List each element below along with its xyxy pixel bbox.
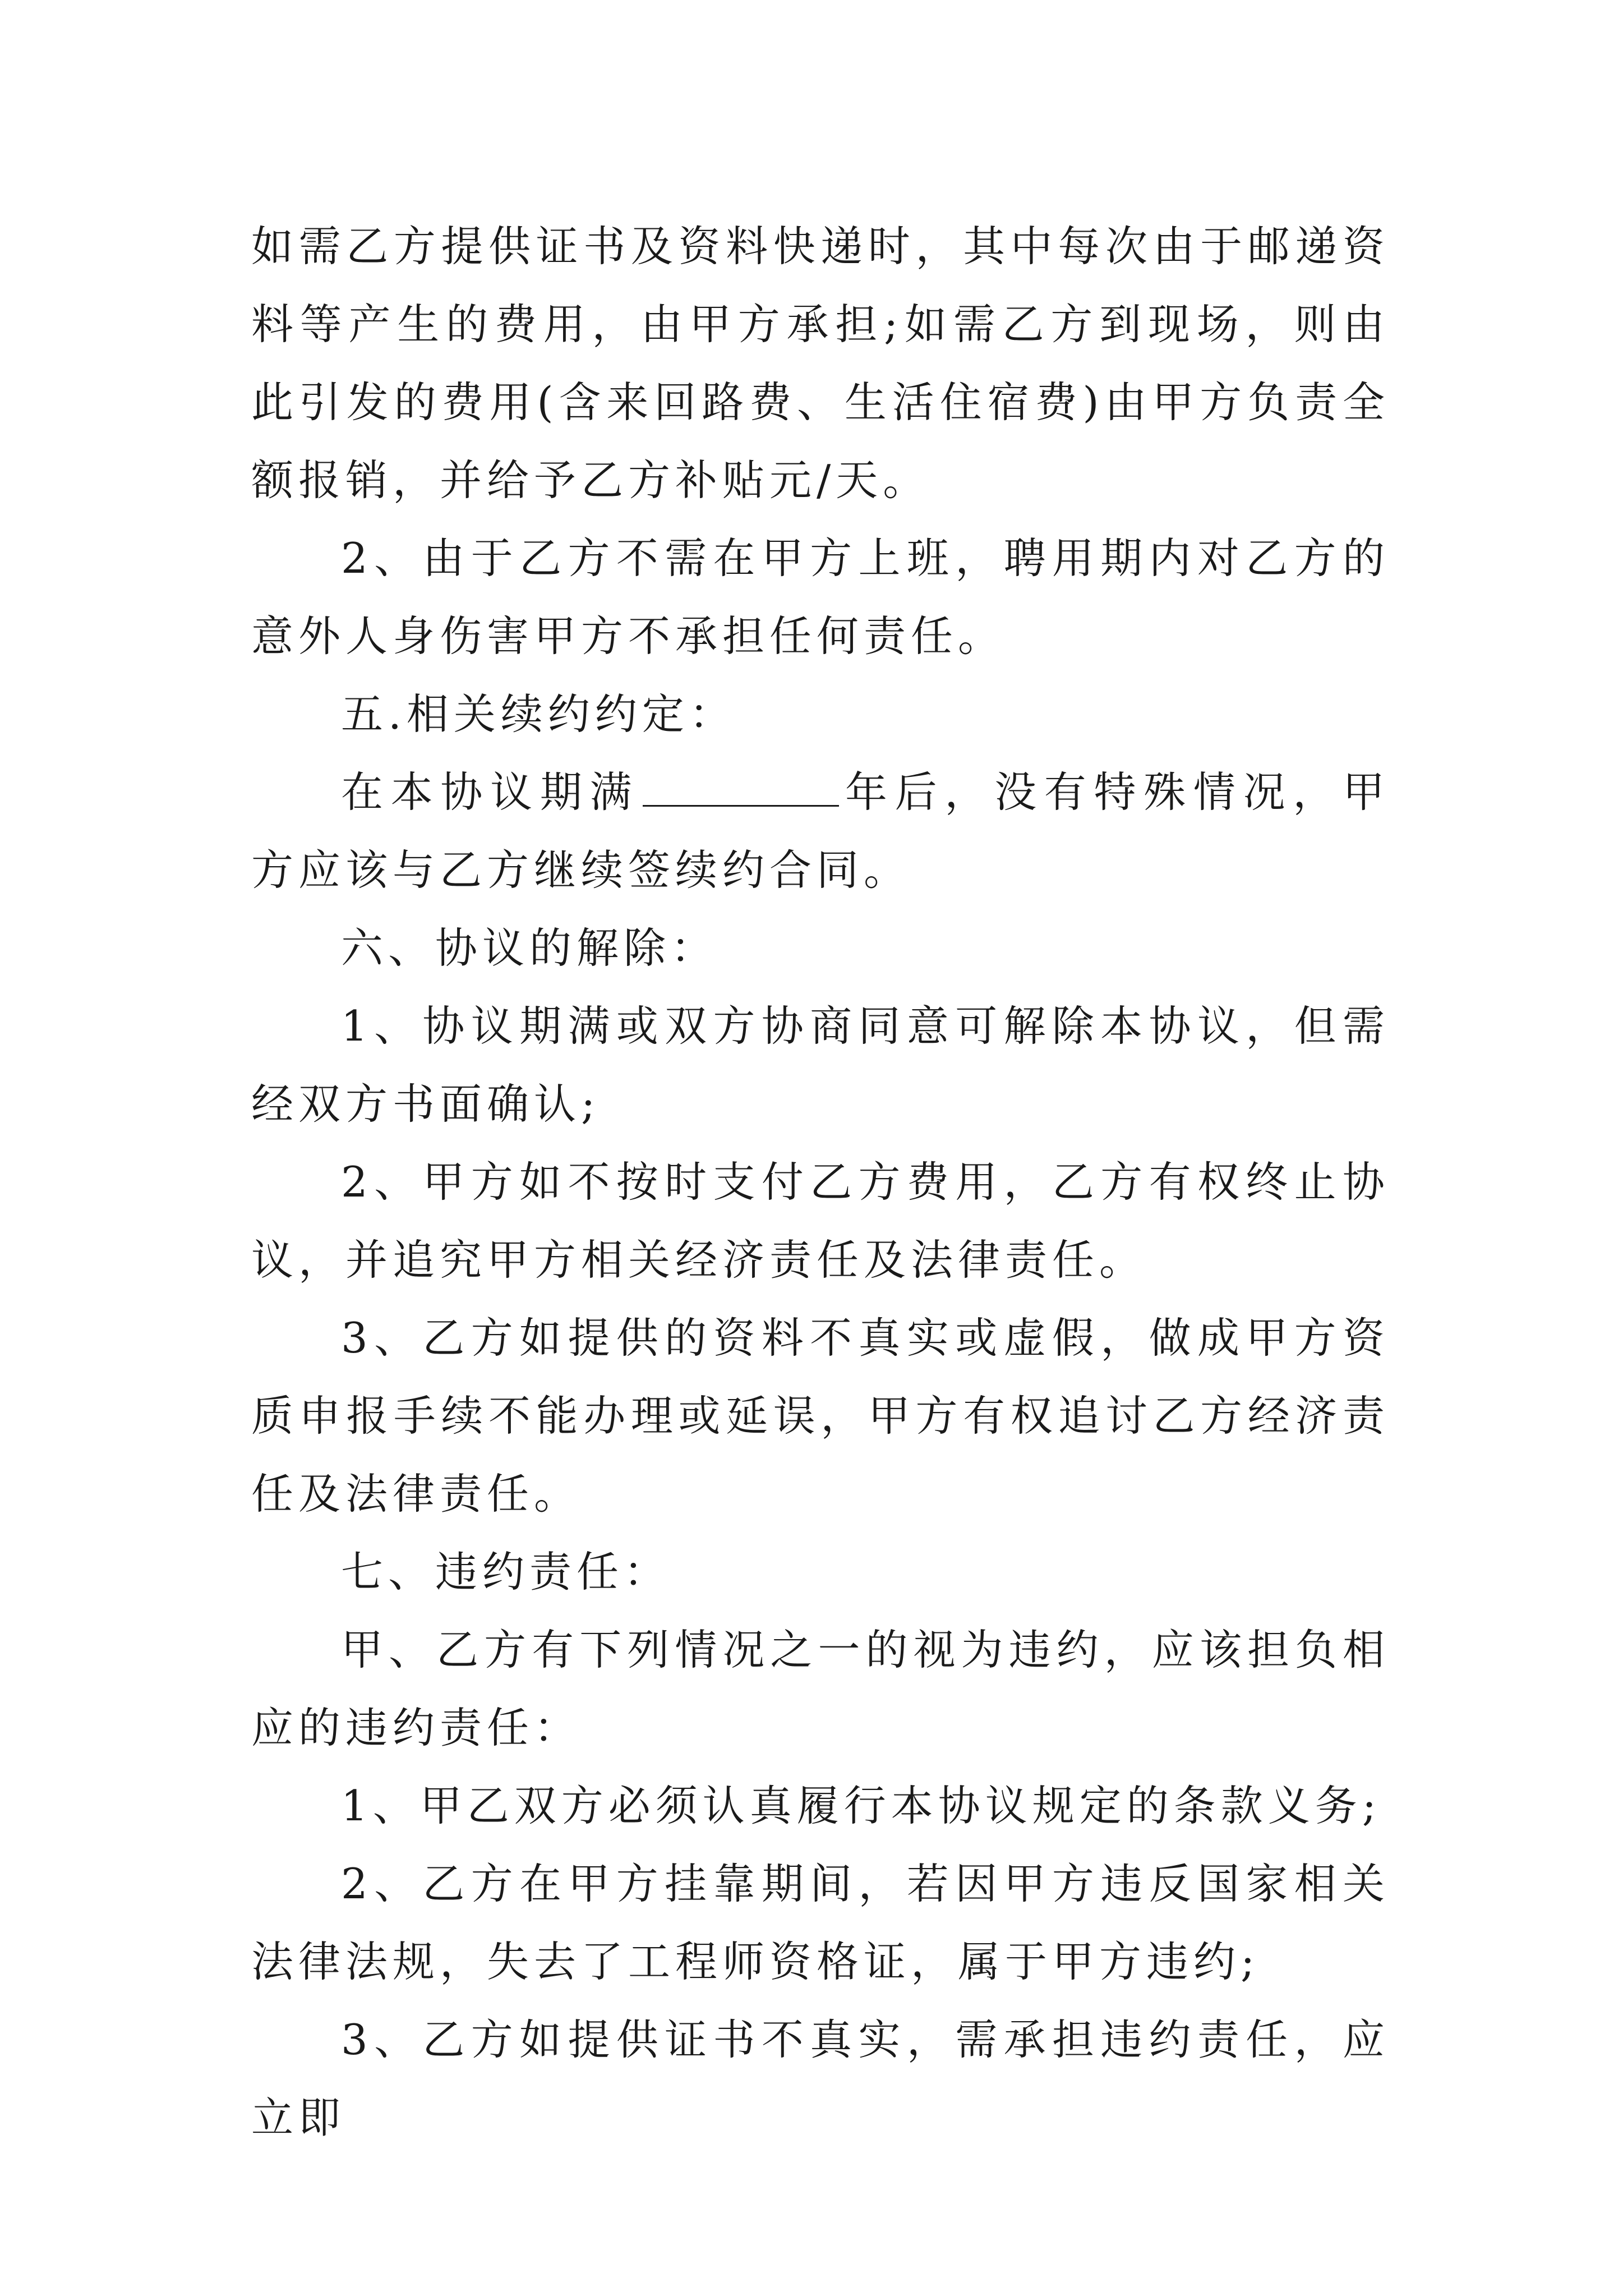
paragraph-expenses: 如需乙方提供证书及资料快递时，其中每次由于邮递资料等产生的费用，由甲方承担;如需乙方到现场，则由此引发的费用(含来回路费、生活住宿费)由甲方负责全额报销，并给予乙方补贴元/天。 bbox=[251, 222, 1390, 505]
section-heading-renewal: 五.相关续约约定： bbox=[341, 689, 736, 739]
paragraph-breach-2: 2、乙方在甲方挂靠期间，若因甲方违反国家相关法律法规，失去了工程师资格证，属于甲方违约; bbox=[251, 1859, 1390, 1986]
paragraph-renewal bbox=[251, 753, 1390, 909]
paragraph-breach-intro: 甲、乙方有下列情况之一的视为违约，应该担负相应的违约责任： bbox=[251, 1625, 1390, 1752]
section-heading-breach: 七、违约责任： bbox=[341, 1547, 671, 1596]
paragraph-termination-3: 3、乙方如提供的资料不真实或虚假，做成甲方资质申报手续不能办理或延误，甲方有权追讨乙方经济责任及法律责任。 bbox=[251, 1313, 1390, 1519]
document-body bbox=[251, 208, 1390, 2157]
renewal-text-end: 年后，没有特殊情况，甲方应该与乙方继续签续约合同。 bbox=[251, 767, 1390, 895]
paragraph-breach-3: 3、乙方如提供证书不真实，需承担违约责任，应立即 bbox=[251, 2015, 1390, 2142]
blank-underline-years bbox=[643, 799, 839, 807]
renewal-text-start: 在本协议期满 bbox=[341, 767, 640, 817]
paragraph-breach-1: 1、甲乙双方必须认真履行本协议规定的条款义务; bbox=[341, 1781, 1381, 1830]
paragraph-injury-liability: 2、由于乙方不需在甲方上班，聘用期内对乙方的意外人身伤害甲方不承担任何责任。 bbox=[251, 533, 1390, 661]
paragraph-termination-1: 1、协议期满或双方协商同意可解除本协议，但需经双方书面确认; bbox=[251, 1001, 1390, 1129]
section-heading-termination: 六、协议的解除： bbox=[341, 923, 718, 973]
paragraph-termination-2: 2、甲方如不按时支付乙方费用，乙方有权终止协议，并追究甲方相关经济责任及法律责任。 bbox=[251, 1157, 1390, 1285]
